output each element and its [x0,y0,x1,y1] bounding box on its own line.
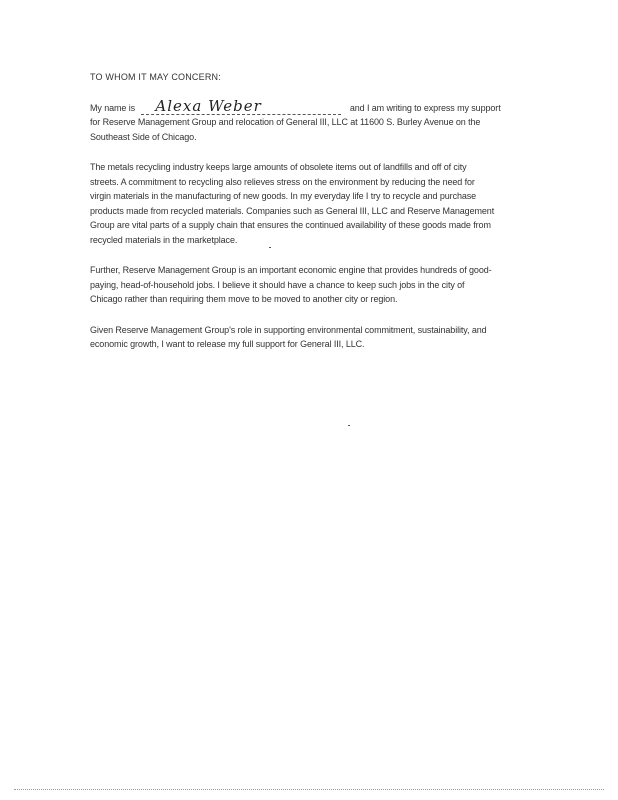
intro-prefix: My name is [90,102,136,113]
paragraph-line: products made from recycled materials. Companies such as General III, LLC and Reserve Management [90,205,495,216]
handwritten-signature: Alexa Weber [155,97,262,115]
paragraph-line: Chicago rather than requiring them move to be moved to another city or region. [90,294,398,304]
paragraph-line: recycled materials in the marketplace. [90,234,238,245]
paragraph-1 [90,115,560,144]
scan-speck [269,247,271,248]
intro-suffix: and I am writing to express my support [349,102,501,113]
paragraph-line: Group are vital parts of a supply chain that ensures the continued availability of these goods made from [90,220,491,230]
paragraph-3 [90,263,560,307]
paragraph-line: economic growth, I want to release my full support for General III, LLC. [90,339,365,349]
paragraph-line: streets. A commitment to recycling also relieves stress on the environment by reducing the need for [90,176,475,187]
scan-speck [348,425,350,426]
letter-body [90,70,560,368]
scan-footer-artifact [14,789,604,794]
paragraph-line: The metals recycling industry keeps large amounts of obsolete items out of landfills and off of city [90,162,467,172]
paragraph-line: virgin materials in the manufacturing of new goods. In my everyday life I try to recycle and purchase [90,191,477,201]
paragraph-2 [90,160,560,247]
paragraph-4 [90,323,560,352]
paragraph-line: Given Reserve Management Group's role in supporting environmental commitment, sustainability, and [90,324,487,335]
intro-line [90,97,560,116]
paragraph-line: for Reserve Management Group and relocation of General III, LLC at 11600 S. Burley Avenue on the [90,117,481,127]
paragraph-line: paying, head-of-household jobs. I believe it should have a chance to keep such jobs in the city of [90,279,465,290]
salutation: TO WHOM IT MAY CONCERN: [90,72,221,82]
signature-blank [141,97,341,115]
paragraph-line: Further, Reserve Management Group is an important economic engine that provides hundreds of good- [90,265,492,275]
paragraph-line: Southeast Side of Chicago. [90,131,197,142]
